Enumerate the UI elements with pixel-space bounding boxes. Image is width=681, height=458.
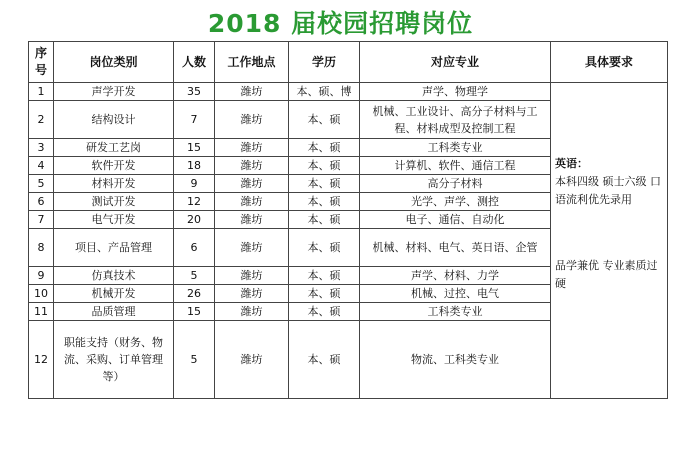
cell-education: 本、硕 [289, 193, 360, 211]
header-education: 学历 [289, 42, 360, 83]
cell-major: 工科类专业 [360, 303, 551, 321]
english-label: 英语： [555, 157, 588, 170]
cell-location: 潍坊 [215, 139, 289, 157]
cell-major: 电子、通信、自动化 [360, 211, 551, 229]
header-category: 岗位类别 [54, 42, 174, 83]
cell-category: 软件开发 [54, 157, 174, 175]
cell-education: 本、硕 [289, 175, 360, 193]
cell-major: 高分子材料 [360, 175, 551, 193]
cell-count: 35 [174, 83, 215, 101]
cell-major: 机械、工业设计、高分子材料与工程、材料成型及控制工程 [360, 101, 551, 139]
cell-count: 9 [174, 175, 215, 193]
cell-no: 5 [29, 175, 54, 193]
cell-major: 机械、材料、电气、英日语、企管 [360, 229, 551, 267]
cell-no: 7 [29, 211, 54, 229]
cell-count: 5 [174, 321, 215, 399]
cell-count: 20 [174, 211, 215, 229]
cell-count: 15 [174, 139, 215, 157]
cell-major: 光学、声学、测控 [360, 193, 551, 211]
header-count: 人数 [174, 42, 215, 83]
requirements-gap [555, 209, 663, 257]
cell-education: 本、硕 [289, 139, 360, 157]
cell-education: 本、硕 [289, 267, 360, 285]
cell-education: 本、硕 [289, 229, 360, 267]
header-requirements: 具体要求 [551, 42, 668, 83]
cell-no: 8 [29, 229, 54, 267]
header-major: 对应专业 [360, 42, 551, 83]
quality-requirement: 品学兼优 专业素质过硬 [555, 259, 658, 290]
cell-no: 4 [29, 157, 54, 175]
cell-major: 工科类专业 [360, 139, 551, 157]
page-title: 2018 届校园招聘岗位 [207, 9, 474, 38]
table-row [29, 83, 668, 101]
cell-count: 7 [174, 101, 215, 139]
cell-major: 物流、工科类专业 [360, 321, 551, 399]
cell-category: 测试开发 [54, 193, 174, 211]
cell-no: 9 [29, 267, 54, 285]
cell-category: 仿真技术 [54, 267, 174, 285]
cell-location: 潍坊 [215, 229, 289, 267]
cell-location: 潍坊 [215, 193, 289, 211]
cell-major: 声学、物理学 [360, 83, 551, 101]
cell-location: 潍坊 [215, 285, 289, 303]
header-no: 序号 [29, 42, 54, 83]
cell-count: 12 [174, 193, 215, 211]
cell-major: 计算机、软件、通信工程 [360, 157, 551, 175]
cell-education: 本、硕 [289, 285, 360, 303]
cell-no: 11 [29, 303, 54, 321]
cell-category: 研发工艺岗 [54, 139, 174, 157]
cell-category: 机械开发 [54, 285, 174, 303]
cell-count: 6 [174, 229, 215, 267]
cell-location: 潍坊 [215, 321, 289, 399]
cell-count: 15 [174, 303, 215, 321]
cell-location: 潍坊 [215, 267, 289, 285]
cell-location: 潍坊 [215, 303, 289, 321]
cell-no: 12 [29, 321, 54, 399]
requirements-cell [551, 83, 668, 399]
table-header-row [29, 42, 668, 83]
cell-education: 本、硕 [289, 157, 360, 175]
cell-location: 潍坊 [215, 157, 289, 175]
cell-location: 潍坊 [215, 175, 289, 193]
cell-category: 品质管理 [54, 303, 174, 321]
cell-category: 材料开发 [54, 175, 174, 193]
cell-location: 潍坊 [215, 83, 289, 101]
cell-no: 1 [29, 83, 54, 101]
cell-location: 潍坊 [215, 211, 289, 229]
job-table [28, 41, 668, 399]
cell-major: 机械、过控、电气 [360, 285, 551, 303]
cell-no: 10 [29, 285, 54, 303]
cell-education: 本、硕 [289, 101, 360, 139]
cell-category: 职能支持（财务、物流、采购、订单管理等） [54, 321, 174, 399]
cell-education: 本、硕 [289, 303, 360, 321]
cell-count: 18 [174, 157, 215, 175]
cell-no: 3 [29, 139, 54, 157]
cell-major: 声学、材料、力学 [360, 267, 551, 285]
cell-category: 声学开发 [54, 83, 174, 101]
cell-count: 26 [174, 285, 215, 303]
cell-count: 5 [174, 267, 215, 285]
cell-education: 本、硕、博 [289, 83, 360, 101]
cell-location: 潍坊 [215, 101, 289, 139]
cell-category: 结构设计 [54, 101, 174, 139]
cell-education: 本、硕 [289, 211, 360, 229]
english-requirement: 本科四级 硕士六级 口语流利优先录用 [555, 175, 661, 206]
cell-no: 6 [29, 193, 54, 211]
cell-no: 2 [29, 101, 54, 139]
cell-education: 本、硕 [289, 321, 360, 399]
cell-category: 项目、产品管理 [54, 229, 174, 267]
cell-category: 电气开发 [54, 211, 174, 229]
header-location: 工作地点 [215, 42, 289, 83]
